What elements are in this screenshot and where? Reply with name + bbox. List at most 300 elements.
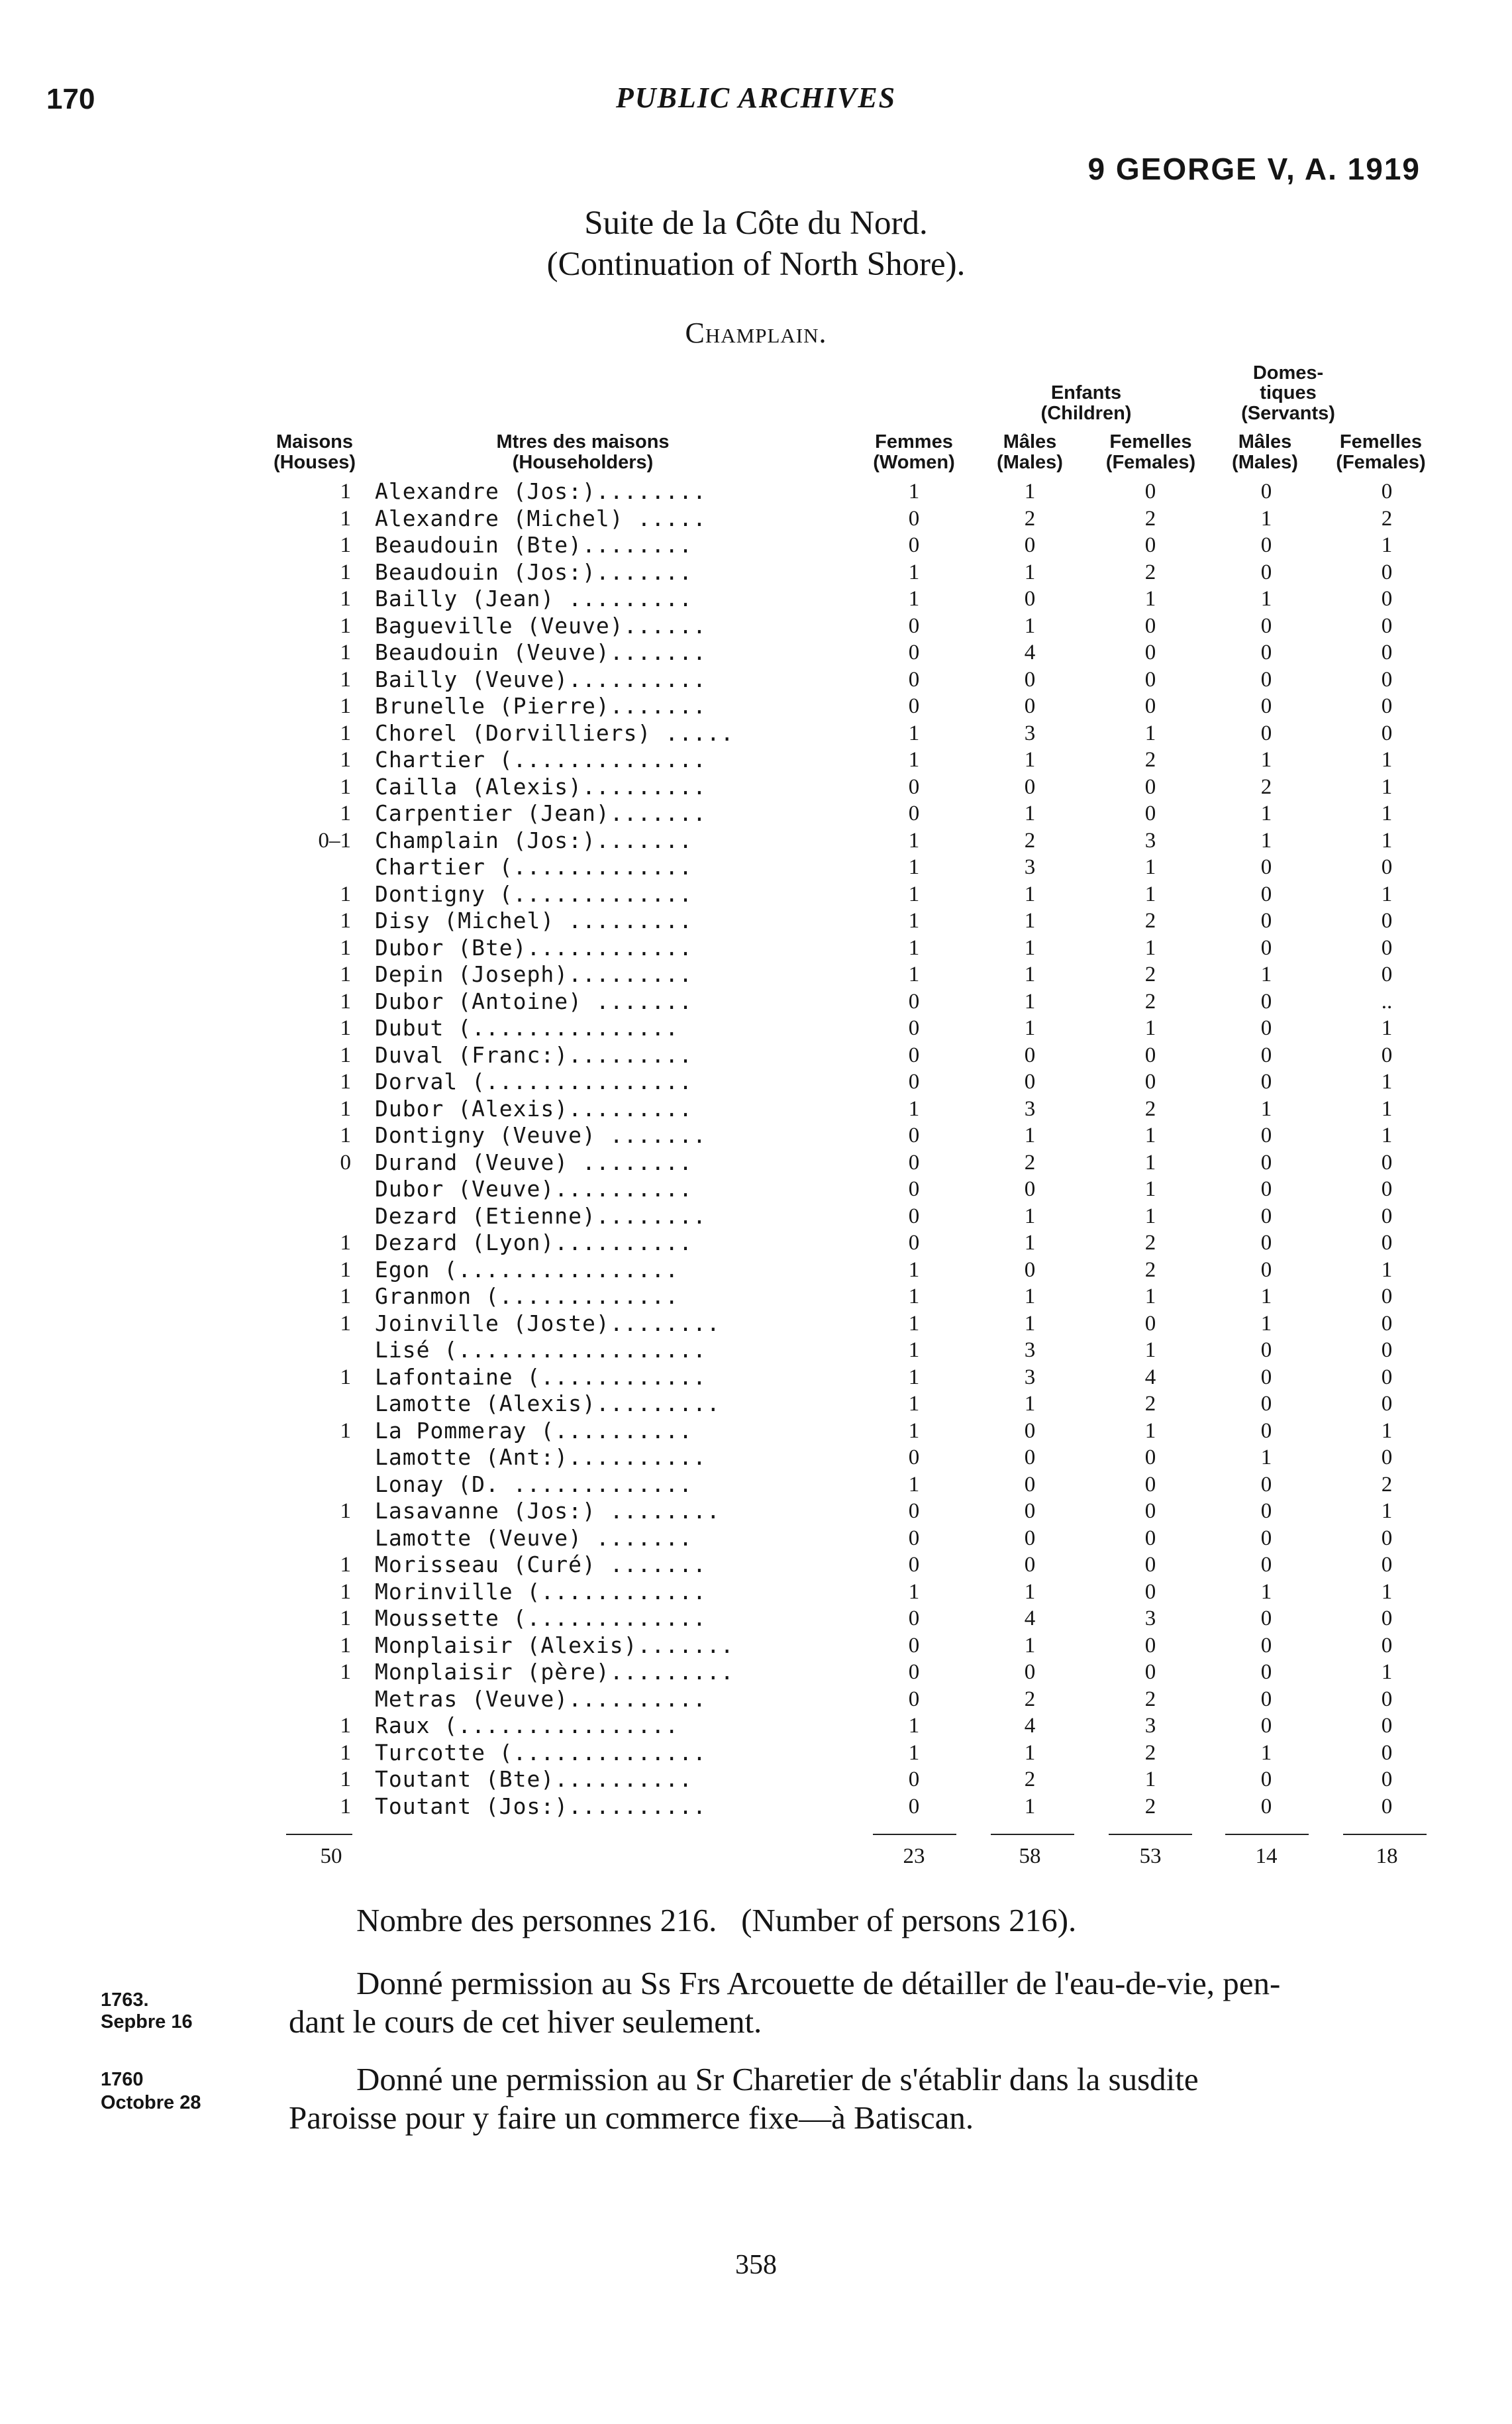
- servants-males-cell: 0: [1260, 935, 1272, 960]
- table-row: [0, 827, 1512, 855]
- householder-name-cell: La Pommeray (..........: [375, 1417, 693, 1444]
- women-count-cell: 0: [908, 613, 920, 638]
- servants-females-cell: 1: [1381, 1070, 1393, 1094]
- servants-females-cell: 0: [1381, 1767, 1393, 1791]
- children-females-cell: 2: [1144, 560, 1156, 584]
- householder-name-cell: Morisseau (Curé) .......: [375, 1552, 707, 1577]
- children-females-cell: 1: [1144, 935, 1156, 960]
- women-count-cell: 1: [908, 721, 920, 745]
- women-count-cell: 1: [908, 935, 920, 960]
- servants-females-cell: 0: [1381, 1285, 1393, 1308]
- children-males-cell: 0: [1024, 1472, 1036, 1497]
- children-females-cell: 2: [1144, 909, 1156, 933]
- women-count-cell: 0: [908, 1660, 920, 1684]
- children-females-cell: 1: [1144, 882, 1156, 906]
- householder-name-cell: Chorel (Dorvilliers) .....: [375, 719, 734, 746]
- servants-females-cell: 0: [1381, 963, 1393, 986]
- children-males-cell: 1: [1024, 935, 1036, 960]
- women-count-cell: 0: [908, 1526, 920, 1550]
- children-females-cell: 0: [1144, 1070, 1156, 1094]
- children-males-cell: 3: [1024, 1338, 1036, 1362]
- children-males-cell: 0: [1024, 1070, 1036, 1094]
- servants-males-cell: 0: [1260, 480, 1272, 503]
- householder-name-cell: Chartier (.............: [375, 854, 693, 880]
- children-males-cell: 1: [1024, 989, 1036, 1014]
- table-row: [0, 693, 1512, 720]
- table-row: [0, 1552, 1512, 1579]
- servants-males-cell: 0: [1260, 1767, 1272, 1791]
- children-males-cell: 1: [1024, 1633, 1036, 1658]
- servants-males-cell: 0: [1260, 1177, 1272, 1201]
- servants-males-cell: 0: [1260, 1553, 1272, 1577]
- house-count-cell: 1: [340, 1767, 351, 1791]
- servants-females-cell: 0: [1381, 1311, 1393, 1336]
- children-females-cell: 2: [1144, 1740, 1156, 1765]
- servants-males-cell: 0: [1260, 1633, 1272, 1658]
- house-count-cell: 1: [340, 506, 351, 531]
- house-count-cell: 1: [340, 1499, 351, 1523]
- servants-females-cell: 0: [1381, 560, 1393, 584]
- householder-name-cell: Dontigny (Veuve) .......: [375, 1122, 707, 1148]
- servants-males-cell: 0: [1260, 694, 1272, 718]
- servants-males-cell: 0: [1260, 1204, 1272, 1228]
- householder-name-cell: Dezard (Etienne)........: [375, 1202, 707, 1229]
- servants-males-cell: 0: [1260, 1526, 1272, 1550]
- servants-males-cell: 1: [1260, 1311, 1272, 1336]
- women-count-cell: 0: [908, 1070, 920, 1094]
- children-males-cell: 4: [1024, 641, 1036, 664]
- house-count-cell: 1: [340, 1285, 351, 1308]
- table-row: [0, 613, 1512, 640]
- householder-name-cell: Champlain (Jos:).......: [375, 827, 693, 853]
- householder-name-cell: Disy (Michel) .........: [375, 908, 693, 933]
- women-count-cell: 1: [908, 480, 920, 503]
- women-count-cell: 0: [908, 1177, 920, 1201]
- total-houses: 50: [320, 1844, 342, 1868]
- servants-females-cell: 0: [1381, 694, 1393, 718]
- servants-males-cell: 1: [1260, 1096, 1272, 1121]
- children-females-cell: 0: [1144, 480, 1156, 503]
- servants-males-heading-en: (Males): [1232, 452, 1298, 473]
- servants-females-cell: 0: [1381, 1338, 1393, 1362]
- house-count-cell: 1: [340, 587, 351, 611]
- children-females-cell: 1: [1144, 587, 1156, 611]
- servants-females-cell: 0: [1381, 1687, 1393, 1711]
- servants-males-cell: 1: [1260, 828, 1272, 853]
- women-count-cell: 0: [908, 774, 920, 799]
- entry-text-line: Donné une permission au Sr Charetier de s'établir dans la susdite: [356, 2061, 1199, 2097]
- women-count-cell: 0: [908, 667, 920, 692]
- women-count-cell: 0: [908, 989, 920, 1014]
- householder-name-cell: Lisé (..................: [375, 1337, 707, 1363]
- servants-males-cell: 0: [1260, 1418, 1272, 1443]
- servants-males-cell: 0: [1260, 1257, 1272, 1282]
- servants-males-cell: 1: [1260, 748, 1272, 772]
- children-males-cell: 1: [1024, 963, 1036, 986]
- children-males-cell: 1: [1024, 1794, 1036, 1818]
- women-count-cell: 1: [908, 855, 920, 879]
- children-females-cell: 1: [1144, 1204, 1156, 1228]
- table-row: [0, 666, 1512, 694]
- servants-males-cell: 0: [1260, 1660, 1272, 1684]
- women-count-cell: 0: [908, 641, 920, 664]
- house-count-cell: 0: [340, 1150, 351, 1175]
- householder-name-cell: Depin (Joseph).........: [375, 961, 693, 987]
- women-count-cell: 1: [908, 882, 920, 906]
- women-count-cell: 0: [908, 1794, 920, 1818]
- servants-males-heading-fr: Mâles: [1238, 431, 1292, 452]
- householder-name-cell: Cailla (Alexis).........: [375, 773, 707, 800]
- servants-females-cell: 1: [1381, 1579, 1393, 1604]
- children-females-cell: 1: [1144, 1150, 1156, 1175]
- total-rule: [286, 1834, 352, 1835]
- servants-females-cell: 0: [1381, 613, 1393, 638]
- children-males-cell: 1: [1024, 1016, 1036, 1040]
- servants-females-cell: 0: [1381, 641, 1393, 664]
- children-females-cell: 2: [1144, 1392, 1156, 1416]
- servants-females-cell: 1: [1381, 774, 1393, 799]
- table-row: [0, 1766, 1512, 1793]
- persons-summary: Nombre des personnes 216. (Number of persons 216).: [356, 1902, 1077, 1938]
- table-row: [0, 1015, 1512, 1042]
- women-count-cell: 1: [908, 560, 920, 584]
- house-count-cell: 1: [340, 1794, 351, 1818]
- table-row: [0, 1740, 1512, 1767]
- householder-name-cell: Beaudouin (Jos:).......: [375, 558, 693, 585]
- running-title: PUBLIC ARCHIVES: [615, 81, 897, 114]
- children-males-cell: 2: [1024, 1767, 1036, 1791]
- children-females-cell: 1: [1144, 1767, 1156, 1791]
- householder-name-cell: Alexandre (Michel) .....: [375, 505, 707, 531]
- women-count-cell: 0: [908, 533, 920, 557]
- children-females-cell: 2: [1144, 1687, 1156, 1711]
- women-count-cell: 1: [908, 1285, 920, 1308]
- children-males-cell: 1: [1024, 1311, 1036, 1336]
- children-males-cell: 0: [1024, 694, 1036, 718]
- children-females-cell: 0: [1144, 1526, 1156, 1550]
- children-females-cell: 0: [1144, 1499, 1156, 1523]
- title-french: Suite de la Côte du Nord.: [584, 205, 928, 242]
- women-heading-en: (Women): [873, 452, 955, 473]
- children-females-cell: 0: [1144, 533, 1156, 557]
- table-row: [0, 1230, 1512, 1257]
- house-count-cell: 1: [340, 1365, 351, 1389]
- servants-heading: (Servants): [1241, 403, 1335, 424]
- servants-males-cell: 0: [1260, 533, 1272, 557]
- servants-females-cell: 0: [1381, 1607, 1393, 1630]
- servants-males-cell: 1: [1260, 1285, 1272, 1308]
- regnal-year: 9 GEORGE V, A. 1919: [1087, 152, 1421, 186]
- servants-males-cell: 0: [1260, 1687, 1272, 1711]
- women-count-cell: 0: [908, 506, 920, 531]
- children-males-cell: 0: [1024, 1553, 1036, 1577]
- women-count-cell: 1: [908, 1392, 920, 1416]
- house-count-cell: 1: [340, 1124, 351, 1147]
- servants-females-cell: 0: [1381, 1365, 1393, 1389]
- table-row: [0, 1391, 1512, 1418]
- house-count-cell: 1: [340, 935, 351, 960]
- women-count-cell: 0: [908, 1499, 920, 1523]
- householder-name-cell: Metras (Veuve)..........: [375, 1685, 707, 1712]
- servants-males-cell: 0: [1260, 641, 1272, 664]
- servants-females-cell: 1: [1381, 1124, 1393, 1147]
- servants-males-cell: 0: [1260, 882, 1272, 906]
- servants-females-cell: 0: [1381, 1204, 1393, 1228]
- table-row: [0, 1310, 1512, 1338]
- women-count-cell: 0: [908, 1446, 920, 1469]
- servants-females-cell: 1: [1381, 1660, 1393, 1684]
- house-count-cell: 1: [340, 480, 351, 503]
- servants-females-cell: 1: [1381, 1499, 1393, 1523]
- table-row: [0, 881, 1512, 908]
- entry-text-line: Donné permission au Ss Frs Arcouette de détailler de l'eau-de-vie, pen-: [356, 1965, 1281, 2001]
- house-count-cell: 1: [340, 802, 351, 825]
- women-count-cell: 0: [908, 1553, 920, 1577]
- total-servants-females: 18: [1376, 1844, 1398, 1868]
- women-count-cell: 0: [908, 1633, 920, 1658]
- women-count-cell: 0: [908, 1204, 920, 1228]
- table-row: [0, 720, 1512, 747]
- house-count-cell: 1: [340, 963, 351, 986]
- total-servants-males: 14: [1255, 1844, 1278, 1868]
- houses-heading: (Houses): [273, 452, 356, 473]
- servants-males-cell: 0: [1260, 1472, 1272, 1497]
- house-count-cell: 1: [340, 533, 351, 557]
- children-males-cell: 3: [1024, 1365, 1036, 1389]
- children-females-cell: 0: [1144, 1633, 1156, 1658]
- children-females-cell: 2: [1144, 1257, 1156, 1282]
- servants-males-cell: 1: [1260, 1740, 1272, 1765]
- children-males-cell: 3: [1024, 855, 1036, 879]
- children-females-cell: 0: [1144, 667, 1156, 692]
- house-count-cell: 1: [340, 1553, 351, 1577]
- householder-name-cell: Brunelle (Pierre).......: [375, 693, 707, 719]
- householder-name-cell: Carpentier (Jean).......: [375, 800, 707, 826]
- women-count-cell: 0: [908, 1150, 920, 1175]
- children-males-cell: 1: [1024, 1204, 1036, 1228]
- women-count-cell: 1: [908, 909, 920, 933]
- householder-name-cell: Lamotte (Ant:)..........: [375, 1444, 707, 1470]
- women-count-cell: 1: [908, 1418, 920, 1443]
- children-males-cell: 0: [1024, 1660, 1036, 1684]
- women-count-cell: 0: [908, 1016, 920, 1040]
- servants-males-cell: 0: [1260, 1794, 1272, 1818]
- householder-name-cell: Duval (Franc:).........: [375, 1041, 693, 1068]
- children-males-cell: 0: [1024, 587, 1036, 611]
- children-males-cell: 2: [1024, 1687, 1036, 1711]
- servants-females-cell: 0: [1381, 480, 1393, 503]
- table-row: [0, 1444, 1512, 1471]
- women-count-cell: 0: [908, 1043, 920, 1067]
- servants-males-cell: 2: [1260, 774, 1272, 799]
- children-males-cell: 2: [1024, 828, 1036, 853]
- women-count-cell: 1: [908, 1338, 920, 1362]
- house-count-cell: 1: [340, 641, 351, 664]
- table-row: [0, 532, 1512, 559]
- house-count-cell: 1: [340, 1607, 351, 1630]
- census-table: [0, 478, 1512, 1820]
- householder-name-cell: Lasavanne (Jos:) ........: [375, 1498, 721, 1524]
- table-row: [0, 1418, 1512, 1445]
- servants-females-cell: 1: [1381, 1096, 1393, 1121]
- children-females-cell: 2: [1144, 1096, 1156, 1121]
- tiques-heading: tiques: [1260, 382, 1317, 403]
- householder-name-cell: Lamotte (Veuve) .......: [375, 1524, 693, 1551]
- children-males-cell: 0: [1024, 1043, 1036, 1067]
- servants-males-cell: 0: [1260, 1016, 1272, 1040]
- children-females-cell: 0: [1144, 1660, 1156, 1684]
- servants-males-cell: 0: [1260, 909, 1272, 933]
- maisons-heading: Maisons: [276, 431, 354, 452]
- servants-females-cell: 1: [1381, 1257, 1393, 1282]
- servants-females-cell: 0: [1381, 1177, 1393, 1201]
- house-count-cell: 1: [340, 1257, 351, 1282]
- house-count-cell: 1: [340, 774, 351, 799]
- table-row: [0, 988, 1512, 1016]
- children-males-cell: 0: [1024, 1526, 1036, 1550]
- children-males-heading-fr: Mâles: [1003, 431, 1057, 452]
- children-females-heading-en: (Females): [1105, 452, 1196, 473]
- table-row: [0, 1713, 1512, 1740]
- table-row: [0, 1632, 1512, 1660]
- house-count-cell: 1: [340, 1070, 351, 1094]
- children-females-cell: 1: [1144, 721, 1156, 745]
- householder-name-cell: Turcotte (..............: [375, 1739, 707, 1765]
- children-males-cell: 4: [1024, 1607, 1036, 1630]
- householder-name-cell: Dubor (Alexis).........: [375, 1095, 693, 1122]
- householder-name-cell: Beaudouin (Bte)........: [375, 532, 693, 558]
- servants-males-cell: 0: [1260, 1070, 1272, 1094]
- servants-males-cell: 0: [1260, 613, 1272, 638]
- children-females-cell: 0: [1144, 1579, 1156, 1604]
- householder-name-cell: Durand (Veuve) ........: [375, 1149, 693, 1175]
- title-english: (Continuation of North Shore).: [546, 246, 966, 283]
- servants-females-cell: 1: [1381, 533, 1393, 557]
- servants-females-cell: 0: [1381, 909, 1393, 933]
- children-males-cell: 0: [1024, 1446, 1036, 1469]
- householder-name-cell: Monplaisir (père).........: [375, 1659, 734, 1685]
- entry-date-day: Octobre 28: [101, 2092, 201, 2113]
- householder-name-cell: Lamotte (Alexis).........: [375, 1391, 721, 1416]
- women-count-cell: 1: [908, 1579, 920, 1604]
- children-males-cell: 1: [1024, 882, 1036, 906]
- children-males-heading-en: (Males): [997, 452, 1063, 473]
- table-row: [0, 1096, 1512, 1123]
- children-females-cell: 3: [1144, 1714, 1156, 1738]
- entry-text-line: Paroisse pour y faire un commerce fixe—à Batiscan.: [289, 2099, 974, 2136]
- house-count-cell: 1: [340, 1579, 351, 1604]
- children-males-cell: 1: [1024, 748, 1036, 772]
- servants-males-cell: 0: [1260, 560, 1272, 584]
- house-count-cell: 1: [340, 748, 351, 772]
- total-rule: [991, 1834, 1074, 1835]
- children-males-cell: 2: [1024, 1150, 1036, 1175]
- table-row: [0, 586, 1512, 613]
- servants-females-cell: 0: [1381, 1633, 1393, 1658]
- servants-males-cell: 1: [1260, 963, 1272, 986]
- table-row: [0, 1686, 1512, 1713]
- table-row: [0, 1471, 1512, 1499]
- table-row: [0, 1364, 1512, 1391]
- children-males-cell: 1: [1024, 802, 1036, 825]
- table-row: [0, 1203, 1512, 1230]
- table-row: [0, 1659, 1512, 1686]
- women-count-cell: 0: [908, 694, 920, 718]
- women-count-cell: 0: [908, 1231, 920, 1255]
- servants-females-heading-fr: Femelles: [1339, 431, 1423, 452]
- servants-males-cell: 1: [1260, 802, 1272, 825]
- table-row: [0, 505, 1512, 533]
- householder-name-cell: Beaudouin (Veuve).......: [375, 639, 707, 665]
- women-count-cell: 1: [908, 1257, 920, 1282]
- entry-date-day: Sepbre 16: [101, 2011, 193, 2032]
- servants-females-cell: 2: [1381, 1472, 1393, 1497]
- householder-name-cell: Joinville (Joste)........: [375, 1310, 721, 1336]
- table-row: [0, 1579, 1512, 1606]
- servants-females-cell: 1: [1381, 1016, 1393, 1040]
- children-males-cell: 3: [1024, 1096, 1036, 1121]
- women-count-cell: 0: [908, 1687, 920, 1711]
- women-count-cell: 1: [908, 828, 920, 853]
- householder-name-cell: Dontigny (.............: [375, 880, 693, 907]
- total-rule: [1225, 1834, 1309, 1835]
- total-children-males: 58: [1019, 1844, 1041, 1868]
- children-males-cell: 3: [1024, 721, 1036, 745]
- table-row: [0, 747, 1512, 774]
- servants-females-cell: 0: [1381, 587, 1393, 611]
- women-count-cell: 1: [908, 748, 920, 772]
- women-count-cell: 1: [908, 963, 920, 986]
- table-row: [0, 1337, 1512, 1364]
- house-count-cell: 1: [340, 1016, 351, 1040]
- house-count-cell: 1: [340, 1633, 351, 1658]
- children-males-cell: 1: [1024, 909, 1036, 933]
- children-males-cell: 1: [1024, 1231, 1036, 1255]
- children-females-cell: 0: [1144, 1311, 1156, 1336]
- children-females-cell: 0: [1144, 641, 1156, 664]
- children-females-cell: 2: [1144, 963, 1156, 986]
- servants-females-cell: 0: [1381, 1526, 1393, 1550]
- servants-females-cell: 0: [1381, 1446, 1393, 1469]
- servants-males-cell: 1: [1260, 506, 1272, 531]
- total-rule: [1343, 1834, 1427, 1835]
- children-females-cell: 2: [1144, 748, 1156, 772]
- table-row: [0, 1605, 1512, 1632]
- children-males-cell: 1: [1024, 1285, 1036, 1308]
- servants-males-cell: 0: [1260, 721, 1272, 745]
- entry-date-year: 1763.: [101, 1989, 149, 2011]
- table-row: [0, 1498, 1512, 1525]
- house-count-cell: 1: [340, 1740, 351, 1765]
- servants-males-cell: 0: [1260, 1365, 1272, 1389]
- servants-females-cell: 0: [1381, 1150, 1393, 1175]
- householder-name-cell: Dubor (Bte)............: [375, 934, 693, 961]
- table-row: [0, 1149, 1512, 1177]
- servants-females-cell: 0: [1381, 1714, 1393, 1738]
- children-females-cell: 4: [1144, 1365, 1156, 1389]
- servants-females-cell: 1: [1381, 748, 1393, 772]
- servants-females-cell: 0: [1381, 855, 1393, 879]
- servants-males-cell: 1: [1260, 1579, 1272, 1604]
- table-row: [0, 1525, 1512, 1552]
- house-count-cell: 1: [340, 909, 351, 933]
- children-females-cell: 2: [1144, 989, 1156, 1014]
- table-row: [0, 1069, 1512, 1096]
- women-heading-fr: Femmes: [875, 431, 953, 452]
- house-count-cell: 1: [340, 989, 351, 1014]
- house-count-cell: 1: [340, 667, 351, 692]
- servants-females-cell: 0: [1381, 667, 1393, 692]
